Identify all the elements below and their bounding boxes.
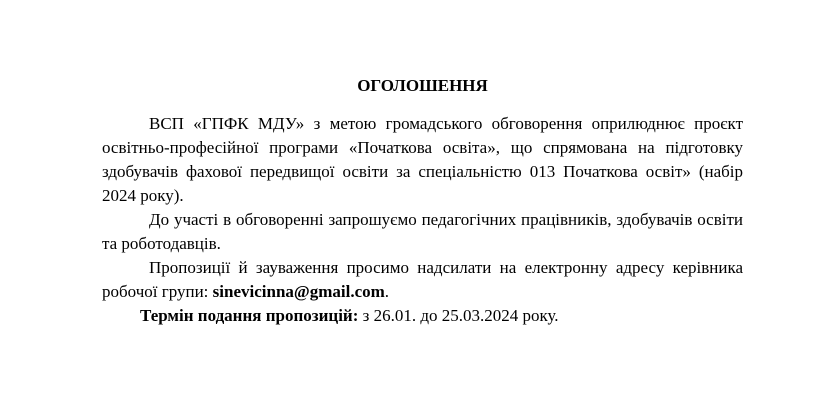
deadline-value: з 26.01. до 25.03.2024 року. [358, 306, 559, 325]
announcement-document [102, 74, 743, 328]
proposals-suffix: . [384, 282, 390, 301]
paragraph-deadline [102, 304, 743, 328]
paragraph-proposals [102, 256, 743, 304]
contact-email: sinevicinna@gmail.com [212, 282, 385, 301]
paragraph-program-discussion: ВСП «ГПФК МДУ» з метою громадського обговорення оприлюднює проєкт освітньо-професійної програми «Початкова освіта», що спрямована на підготовку здобувачів фахової передвищої освіти за спеціальністю 013 Початкова освіт» (набір 2024 року). [102, 114, 743, 205]
announcement-title: ОГОЛОШЕННЯ [357, 76, 488, 95]
paragraph-invitation: До участі в обговоренні запрошуємо педагогічних працівників, здобувачів освіти та роботодавців. [102, 210, 743, 253]
proposals-text: Пропозиції й зауваження просимо надсилати на електронну адресу керівника робочої групи: [102, 258, 743, 301]
deadline-label: Термін подання пропозицій: [140, 306, 359, 325]
